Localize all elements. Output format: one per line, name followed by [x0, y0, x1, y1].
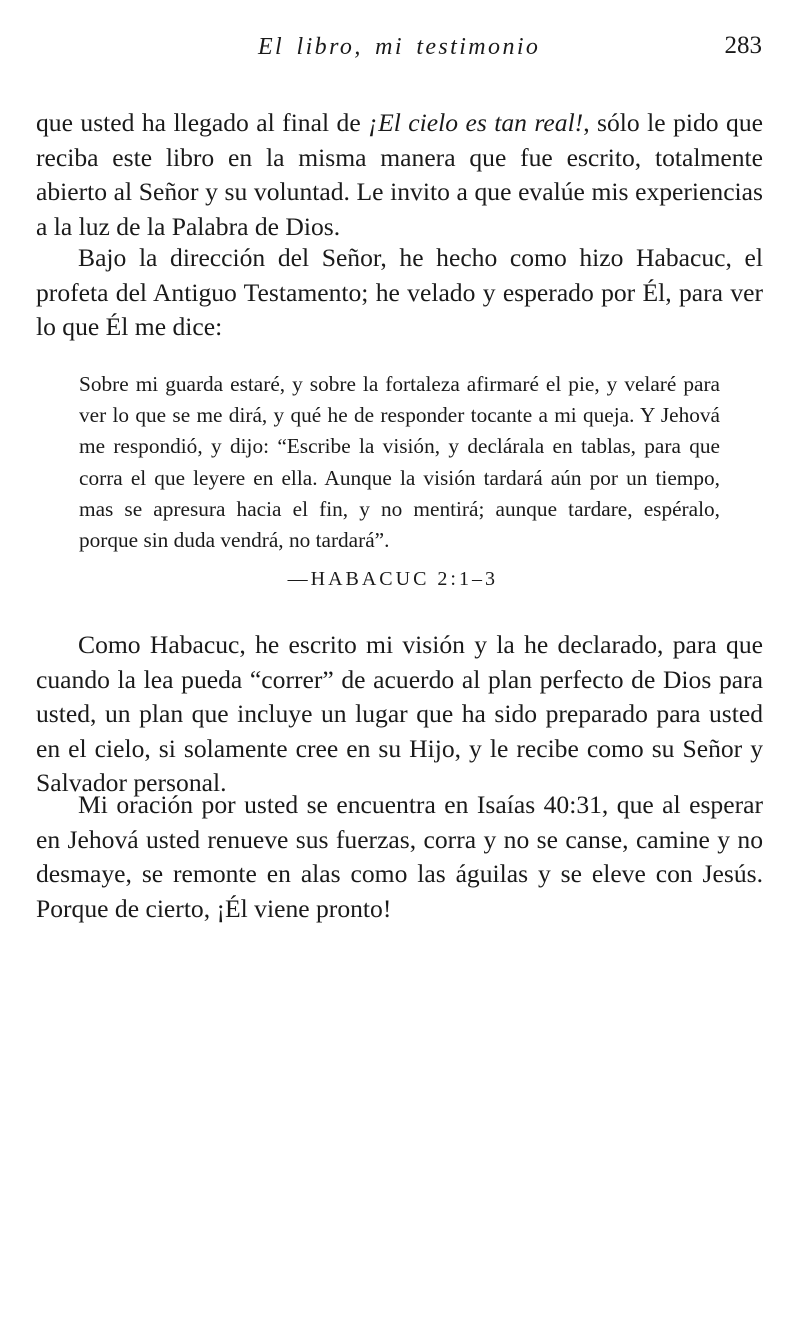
paragraph-1-lead: que usted ha llegado al final de	[36, 108, 369, 137]
block-quote	[79, 369, 720, 556]
running-header	[0, 30, 800, 70]
quote-attribution: —HABACUC 2:1–3	[287, 568, 498, 590]
paragraph-1-rest: , sólo le pido que reciba este libro en la misma manera que fue escrito, totalmente abierto al Señor y su voluntad. Le invito a que evalúe mis experiencias a la luz de la Palabra de Dios.	[36, 108, 763, 241]
paragraph-3: Como Habacuc, he escrito mi visión y la he declarado, para que cuando la lea pueda “correr” de acuerdo al plan perfecto de Dios para usted, un plan que incluye un lugar que ha sido preparado para usted en el cielo, si solamente cree en su Hijo, y le recibe como su Señor y Salvador personal.	[36, 630, 763, 798]
paragraph-4: Mi oración por usted se encuentra en Isaías 40:31, que al esperar en Jehová usted renueve sus fuerzas, corra y no se canse, camine y no desmaye, se remonte en alas como las águilas y se eleve con Jesús. Porque de cierto, ¡Él viene pronto!	[36, 790, 763, 923]
book-title: ¡El cielo es tan real!	[368, 108, 584, 137]
running-title: El libro, mi testimonio	[258, 34, 541, 60]
page-number: 283	[724, 32, 762, 59]
block-quote-text: Sobre mi guarda estaré, y sobre la fortaleza afirmaré el pie, y velaré para ver lo que se me dirá, y qué he de responder tocante a mi queja. Y Jehová me respondió, y dijo: “Escribe la visión, y declárala en tablas, para que corra el que leyere en ella. Aunque la visión tardará aún por un tiempo, mas se apresura hacia el fin, y no mentirá; aunque tardare, espéralo, porque sin duda vendrá, no tardará”.	[79, 372, 720, 553]
paragraph-2: Bajo la dirección del Señor, he hecho como hizo Habacuc, el profeta del Antiguo Testamento; he velado y esperado por Él, para ver lo que Él me dice:	[36, 243, 763, 342]
paragraph-1	[36, 106, 763, 244]
